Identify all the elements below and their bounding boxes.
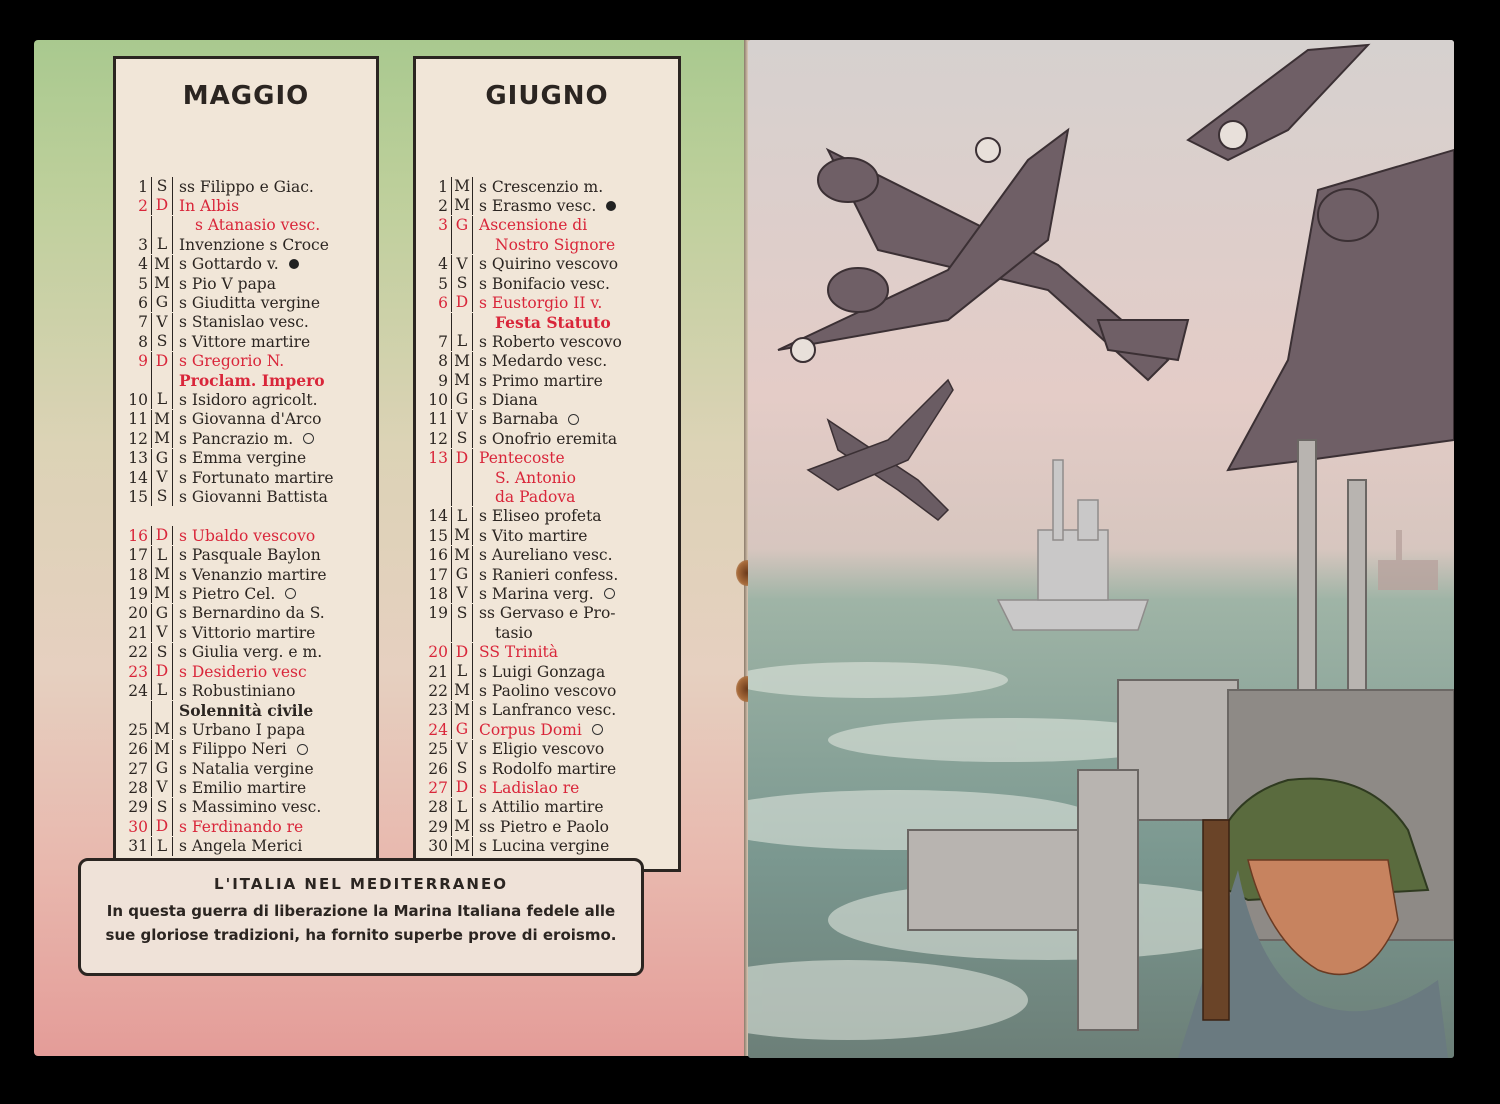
saint-name: Proclam. Impero (179, 371, 325, 390)
day-number: 3 (138, 235, 148, 254)
day-number: 30 (428, 837, 448, 856)
day-number: 11 (428, 410, 448, 429)
weekday-letter: D (451, 643, 473, 662)
weekday-letter: V (151, 623, 173, 642)
day-number: 9 (438, 371, 448, 390)
calendar-row (416, 293, 602, 312)
calendar-row (416, 410, 579, 429)
weekday-letter: V (151, 468, 173, 487)
saint-name: s Rodolfo martire (479, 759, 617, 778)
moon-phase-icon (297, 744, 308, 755)
calendar-row (116, 390, 318, 409)
calendar-row (416, 662, 605, 681)
saint-name: s Eustorgio II v. (479, 293, 603, 312)
weekday-letter (151, 507, 173, 526)
saint-name: s Natalia vergine (179, 759, 314, 778)
weekday-letter: D (151, 196, 173, 215)
calendar-row (116, 429, 314, 448)
calendar-row (116, 177, 314, 196)
saint-name: s Onofrio eremita (479, 429, 618, 448)
day-number: 4 (438, 255, 448, 274)
day-number: 2 (438, 196, 448, 215)
weekday-letter: G (151, 759, 173, 778)
day-number: 28 (428, 798, 448, 817)
calendar-row (416, 487, 575, 506)
saint-name: s Emilio martire (179, 778, 307, 797)
moon-phase-icon (568, 414, 579, 425)
calendar-row (116, 235, 329, 254)
saint-name: s Lucina vergine (479, 837, 610, 856)
calendar-row (116, 293, 320, 312)
saint-name: s Vittorio martire (179, 623, 316, 642)
day-number: 11 (128, 410, 148, 429)
calendar-row (416, 177, 603, 196)
weekday-letter: M (151, 429, 173, 448)
calendar-row (416, 429, 617, 448)
day-number: 12 (428, 429, 448, 448)
saint-name: s Pancrazio m. (179, 429, 294, 448)
weekday-letter: M (151, 584, 173, 603)
calendar-row (116, 740, 308, 759)
day-number: 8 (438, 352, 448, 371)
calendar-row (116, 507, 179, 526)
weekday-letter: S (151, 487, 173, 506)
weekday-letter: L (451, 798, 473, 817)
calendar-row (116, 526, 315, 545)
saint-name: s Vittore martire (179, 332, 311, 351)
saint-name: da Padova (495, 487, 576, 506)
saint-name: ss Pietro e Paolo (479, 817, 609, 836)
day-number: 27 (428, 778, 448, 797)
saint-name: s Paolino vescovo (479, 681, 617, 700)
saint-name: s Desiderio vesc (179, 662, 307, 681)
saint-name: s Gottardo v. (179, 255, 279, 274)
day-number: 5 (138, 274, 148, 293)
saint-name: s Aureliano vesc. (479, 546, 613, 565)
weekday-letter: D (151, 352, 173, 371)
day-number: 17 (428, 565, 448, 584)
saint-name: s Gregorio N. (179, 352, 285, 371)
day-number: 10 (428, 390, 448, 409)
caption-title: L'ITALIA NEL MEDITERRANEO (214, 875, 508, 893)
weekday-letter: M (451, 701, 473, 720)
weekday-letter: M (451, 526, 473, 545)
calendar-row (416, 604, 616, 623)
day-number: 29 (128, 798, 148, 817)
saint-name: ss Gervaso e Pro- (479, 604, 616, 623)
weekday-letter: V (451, 255, 473, 274)
calendar-row (416, 759, 616, 778)
weekday-letter: S (151, 332, 173, 351)
saint-name: Festa Statuto (495, 312, 611, 332)
day-number: 17 (128, 546, 148, 565)
weekday-letter: L (151, 235, 173, 254)
weekday-letter: V (451, 584, 473, 603)
moon-phase-icon (606, 201, 616, 211)
day-number: 16 (128, 526, 148, 545)
saint-name: S. Antonio (495, 468, 576, 487)
saint-name: s Vito martire (479, 526, 588, 545)
weekday-letter (451, 313, 473, 332)
weekday-letter (151, 216, 173, 235)
calendar-row (116, 837, 302, 856)
weekday-letter: G (151, 449, 173, 468)
weekday-letter: M (451, 177, 473, 196)
weekday-letter: S (151, 643, 173, 662)
calendar-row (416, 643, 558, 662)
calendar-row (416, 371, 603, 390)
weekday-letter: L (451, 662, 473, 681)
day-number: 23 (128, 662, 148, 681)
day-number: 3 (438, 216, 448, 235)
calendar-row (116, 255, 299, 274)
weekday-letter: M (151, 255, 173, 274)
day-number: 13 (428, 449, 448, 468)
weekday-letter: V (151, 778, 173, 797)
saint-name: s Giuditta vergine (179, 293, 321, 312)
weekday-letter: G (151, 293, 173, 312)
weekday-letter: D (151, 662, 173, 681)
calendar-row (416, 798, 604, 817)
day-number: 7 (438, 332, 448, 351)
weekday-letter: G (451, 565, 473, 584)
weekday-letter: L (151, 390, 173, 409)
calendar-row (416, 255, 618, 274)
calendar-row (116, 196, 239, 215)
day-number: 18 (428, 584, 448, 603)
calendar-row (116, 468, 334, 487)
weekday-letter: S (151, 798, 173, 817)
day-number: 25 (428, 740, 448, 759)
day-number: 30 (128, 817, 148, 836)
day-number: 20 (128, 604, 148, 623)
calendar-row (116, 623, 315, 642)
moon-phase-icon (285, 588, 296, 599)
day-number: 13 (128, 449, 148, 468)
calendar-row (116, 662, 307, 681)
saint-name: s Atanasio vesc. (195, 216, 321, 235)
day-number: 19 (128, 584, 148, 603)
saint-name: s Erasmo vesc. (479, 196, 597, 215)
saint-name: s Diana (479, 390, 538, 409)
month-title-june: GIUGNO (485, 81, 609, 111)
weekday-letter: S (451, 759, 473, 778)
weekday-letter: S (451, 604, 473, 623)
weekday-letter: D (151, 817, 173, 836)
saint-name: s Giovanni Battista (179, 487, 328, 506)
day-number: 24 (128, 681, 148, 700)
caption-box (78, 858, 644, 976)
weekday-letter: G (451, 390, 473, 409)
calendar-row (416, 778, 579, 797)
saint-name: s Bernardino da S. (179, 604, 325, 623)
saint-name: s Ranieri confess. (479, 565, 619, 584)
day-number: 31 (128, 837, 148, 856)
calendar-may (113, 56, 379, 872)
day-number: 22 (128, 643, 148, 662)
day-number: 1 (438, 177, 448, 196)
saint-name: s Pio V papa (179, 274, 276, 293)
day-number: 25 (128, 720, 148, 739)
saint-name: s Eliseo profeta (479, 507, 602, 526)
saint-name: s Eligio vescovo (479, 740, 605, 759)
weekday-letter: G (451, 216, 473, 235)
weekday-letter: D (451, 293, 473, 312)
calendar-row (416, 817, 609, 836)
calendar-row (116, 701, 313, 720)
saint-name: Invenzione s Croce (179, 235, 329, 254)
weekday-letter: M (151, 720, 173, 739)
saint-name: s Stanislao vesc. (179, 313, 309, 332)
weekday-letter: D (151, 526, 173, 545)
weekday-letter: G (151, 604, 173, 623)
weekday-letter (451, 468, 473, 487)
saint-name: SS Trinità (479, 643, 559, 662)
month-title-may: MAGGIO (182, 81, 310, 111)
day-number: 10 (128, 390, 148, 409)
day-number: 14 (128, 468, 148, 487)
day-number: 15 (428, 526, 448, 545)
day-number: 22 (428, 681, 448, 700)
saint-name: s Roberto vescovo (479, 332, 622, 351)
day-number: 21 (428, 662, 448, 681)
saint-name: s Marina verg. (479, 584, 594, 603)
calendar-row (116, 759, 314, 778)
weekday-letter: D (451, 449, 473, 468)
day-number: 9 (138, 352, 148, 371)
weekday-letter (151, 701, 173, 720)
saint-name: s Ferdinando re (179, 817, 304, 836)
saint-name: s Pasquale Baylon (179, 546, 321, 565)
saint-name: Solennità civile (179, 700, 314, 720)
weekday-letter: M (151, 740, 173, 759)
calendar-row (116, 274, 276, 293)
calendar-row (416, 332, 622, 351)
day-number: 27 (128, 759, 148, 778)
calendar-row (116, 817, 303, 836)
calendar-june (413, 56, 681, 872)
weekday-letter: M (451, 196, 473, 215)
naval-war-illustration (748, 40, 1454, 1058)
saint-name: s Emma vergine (179, 449, 307, 468)
weekday-letter (451, 235, 473, 254)
moon-phase-icon (592, 724, 603, 735)
saint-name: Nostro Signore (495, 235, 616, 254)
saint-name: s Angela Merici (179, 837, 303, 856)
calendar-row (116, 681, 295, 700)
day-number: 24 (428, 720, 448, 739)
calendar-row (416, 623, 533, 642)
calendar-row (416, 701, 616, 720)
calendar-row (116, 216, 320, 235)
day-number: 6 (438, 293, 448, 312)
day-number: 18 (128, 565, 148, 584)
calendar-row (116, 584, 296, 603)
saint-name: s Filippo Neri (179, 740, 287, 759)
day-number: 21 (128, 623, 148, 642)
caption-line: In questa guerra di liberazione la Marina Italiana fedele alle (106, 902, 616, 920)
weekday-letter: M (151, 565, 173, 584)
weekday-letter: V (151, 313, 173, 332)
calendar-row (416, 196, 616, 215)
calendar-row (416, 274, 610, 293)
weekday-letter: M (451, 681, 473, 700)
day-number: 29 (428, 817, 448, 836)
calendar-row (116, 643, 322, 662)
saint-name: s Attilio martire (479, 798, 604, 817)
calendar-row (416, 390, 538, 409)
saint-name: Corpus Domi (479, 720, 582, 739)
calendar-row (416, 584, 615, 603)
weekday-letter: S (151, 177, 173, 196)
weekday-letter: M (451, 352, 473, 371)
weekday-letter: M (151, 410, 173, 429)
saint-name: s Urbano I papa (179, 720, 306, 739)
saint-name: s Fortunato martire (179, 468, 334, 487)
calendar-row (116, 410, 321, 429)
day-number: 1 (138, 177, 148, 196)
calendar-row (416, 837, 609, 856)
weekday-letter: V (451, 740, 473, 759)
calendar-row (416, 546, 613, 565)
calendar-row (416, 449, 565, 468)
day-number: 20 (428, 643, 448, 662)
day-number: 26 (428, 759, 448, 778)
saint-name: Ascensione di (479, 216, 588, 235)
day-number: 6 (138, 293, 148, 312)
weekday-letter (151, 371, 173, 390)
day-number: 26 (128, 740, 148, 759)
weekday-letter: M (451, 837, 473, 856)
calendar-row (116, 778, 306, 797)
day-number: 12 (128, 429, 148, 448)
calendar-row (116, 546, 321, 565)
illustration-page (748, 40, 1454, 1058)
saint-name: s Venanzio martire (179, 565, 327, 584)
saint-name: s Primo martire (479, 371, 603, 390)
caption-text (81, 899, 641, 947)
calendar-row (416, 681, 616, 700)
saint-name: s Ladislao re (479, 778, 580, 797)
calendar-row (416, 216, 587, 235)
day-number: 28 (128, 778, 148, 797)
saint-name: s Massimino vesc. (179, 798, 322, 817)
calendar-row (116, 371, 325, 390)
weekday-letter: V (451, 410, 473, 429)
saint-name: s Luigi Gonzaga (479, 662, 606, 681)
weekday-letter: L (151, 546, 173, 565)
calendar-row (416, 526, 587, 545)
saint-name: s Lanfranco vesc. (479, 701, 617, 720)
day-number: 19 (428, 604, 448, 623)
day-number: 14 (428, 507, 448, 526)
day-number: 2 (138, 196, 148, 215)
calendar-row (116, 449, 306, 468)
weekday-letter: L (151, 837, 173, 856)
calendar-row (116, 720, 305, 739)
saint-name: s Giovanna d'Arco (179, 410, 322, 429)
day-number: 7 (138, 313, 148, 332)
day-number: 5 (438, 274, 448, 293)
weekday-letter: G (451, 720, 473, 739)
saint-name: tasio (495, 623, 533, 642)
calendar-row (416, 313, 611, 332)
saint-name: s Giulia verg. e m. (179, 643, 323, 662)
calendar-row (416, 468, 576, 487)
weekday-letter: M (451, 546, 473, 565)
moon-phase-icon (289, 259, 299, 269)
weekday-letter: M (451, 371, 473, 390)
moon-phase-icon (604, 588, 615, 599)
weekday-letter: L (451, 507, 473, 526)
calendar-row (416, 507, 602, 526)
weekday-letter: L (451, 332, 473, 351)
day-number: 4 (138, 255, 148, 274)
calendar-row (416, 740, 604, 759)
calendar-row (116, 313, 309, 332)
saint-name: s Pietro Cel. (179, 584, 276, 603)
saint-name: s Quirino vescovo (479, 255, 619, 274)
saint-name: s Ubaldo vescovo (179, 526, 316, 545)
day-number: 16 (428, 546, 448, 565)
calendar-row (116, 487, 328, 506)
saint-name: s Robustiniano (179, 681, 296, 700)
calendar-row (116, 565, 327, 584)
weekday-letter: L (151, 681, 173, 700)
calendar-row (116, 798, 321, 817)
weekday-letter: M (151, 274, 173, 293)
saint-name: s Barnaba (479, 410, 559, 429)
calendar-row (116, 604, 325, 623)
saint-name: s Medardo vesc. (479, 352, 608, 371)
saint-name: In Albis (179, 196, 240, 215)
calendar-row (416, 235, 615, 254)
moon-phase-icon (303, 433, 314, 444)
calendar-row (416, 565, 618, 584)
day-number: 8 (138, 332, 148, 351)
weekday-letter (451, 487, 473, 506)
saint-name: s Isidoro agricolt. (179, 390, 318, 409)
day-number: 15 (128, 487, 148, 506)
day-number: 23 (428, 701, 448, 720)
weekday-letter: M (451, 817, 473, 836)
weekday-letter: S (451, 429, 473, 448)
saint-name: s Crescenzio m. (479, 177, 604, 196)
calendar-row (416, 352, 607, 371)
saint-name: ss Filippo e Giac. (179, 177, 314, 196)
saint-name: Pentecoste (479, 449, 565, 468)
saint-name: s Bonifacio vesc. (479, 274, 610, 293)
calendar-row (416, 720, 603, 739)
weekday-letter: S (451, 274, 473, 293)
weekday-letter (451, 623, 473, 642)
calendar-row (116, 332, 310, 351)
weekday-letter: D (451, 778, 473, 797)
caption-line: sue gloriose tradizioni, ha fornito superbe prove di eroismo. (105, 926, 617, 944)
calendar-row (116, 352, 284, 371)
